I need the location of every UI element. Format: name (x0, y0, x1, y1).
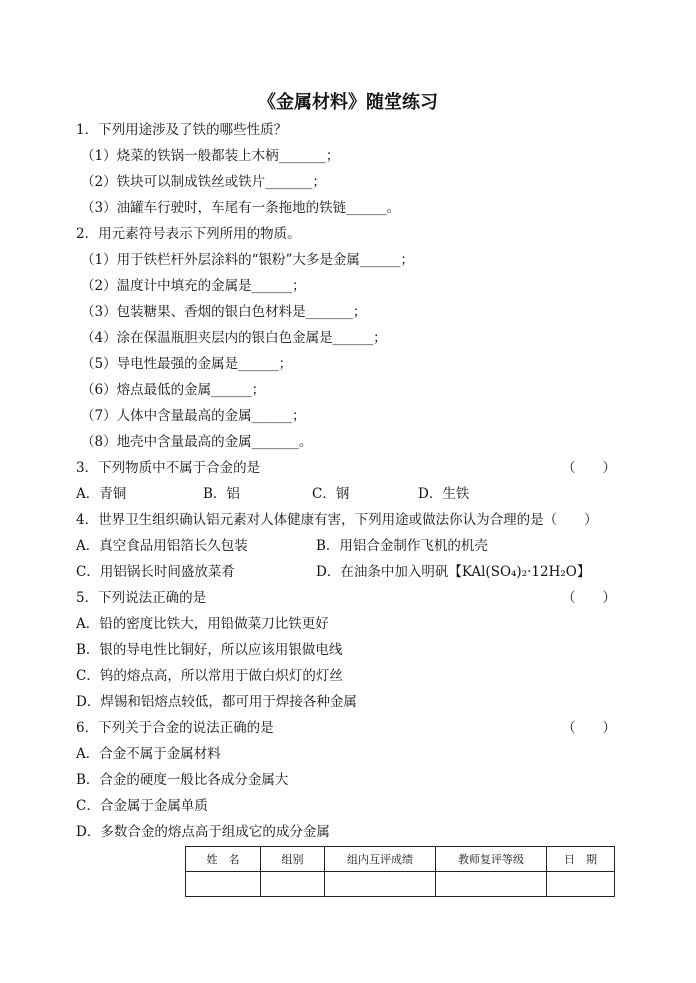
q2-item-5: （5）导电性最强的金属是______； (81, 356, 293, 372)
page-title: 《金属材料》随堂练习 (258, 92, 438, 113)
q3-option-c: C．钢 (312, 486, 350, 502)
q1-item-1: （1）烧菜的铁锅一般都装上木柄_______； (81, 148, 340, 164)
q3-stem: 3．下列物质中不属于合金的是 (76, 460, 261, 476)
q2-item-4: （4）涂在保温瓶胆夹层内的银白色金属是______； (81, 330, 387, 346)
q2-item-1: （1）用于铁栏杆外层涂料的“银粉”大多是金属______； (81, 252, 414, 268)
q4-option-d: D．在油条中加入明矾【KAl(SO₄)₂·12H₂O】 (316, 564, 591, 580)
q2-item-3: （3）包装糖果、香烟的银白色材料是_______； (81, 304, 367, 320)
q5-option-b: B．银的导电性比铜好，所以应该用银做电线 (76, 642, 343, 658)
q6-stem: 6．下列关于合金的说法正确的是 (76, 720, 274, 736)
q1-item-3: （3）油罐车行驶时，车尾有一条拖地的铁链______。 (81, 200, 401, 216)
cell-date[interactable] (547, 872, 615, 897)
cell-teacher-grade[interactable] (436, 872, 547, 897)
grading-table (185, 846, 615, 897)
q6-option-c: C．合金属于金属单质 (76, 798, 208, 814)
q2-item-7: （7）人体中含量最高的金属______； (81, 408, 306, 424)
q1-stem: 1．下列用途涉及了铁的哪些性质？ (76, 122, 288, 138)
q5-option-d: D．焊锡和铝熔点较低，都可用于焊接各种金属 (76, 694, 357, 710)
q5-option-c: C．钨的熔点高，所以常用于做白炽灯的灯丝 (76, 668, 343, 684)
q5-answer-paren: （ ） (562, 590, 616, 606)
q4-option-b: B．用铝合金制作飞机的机壳 (316, 538, 488, 554)
q6-option-b: B．合金的硬度一般比各成分金属大 (76, 772, 289, 788)
q3-option-a: A．青铜 (76, 486, 127, 502)
header-group: 组别 (261, 847, 325, 872)
q4-stem: 4．世界卫生组织确认铝元素对人体健康有害，下列用途或做法你认为合理的是（ ） (76, 512, 598, 528)
q4-option-c: C．用铝锅长时间盛放菜肴 (76, 564, 235, 580)
q4-option-a: A．真空食品用铝箔长久包装 (76, 538, 248, 554)
header-teacher-grade: 教师复评等级 (436, 847, 547, 872)
q6-option-d: D．多数合金的熔点高于组成它的成分金属 (76, 824, 330, 840)
header-peer-score: 组内互评成绩 (325, 847, 436, 872)
q2-item-6: （6）熔点最低的金属______； (81, 382, 266, 398)
cell-name[interactable] (186, 872, 261, 897)
q5-option-a: A．铅的密度比铁大，用铅做菜刀比铁更好 (76, 616, 329, 632)
q1-item-2: （2）铁块可以制成铁丝或铁片_______； (81, 174, 326, 190)
q6-option-a: A．合金不属于金属材料 (76, 746, 221, 762)
cell-group[interactable] (261, 872, 325, 897)
q3-option-d: D．生铁 (418, 486, 470, 502)
q2-item-2: （2）温度计中填充的金属是______； (81, 278, 306, 294)
grading-table-entry-row (186, 872, 615, 897)
header-date: 日 期 (547, 847, 615, 872)
q3-answer-paren: （ ） (562, 460, 616, 476)
q5-stem: 5．下列说法正确的是 (76, 590, 207, 606)
q2-item-8: （8）地壳中含量最高的金属_______。 (81, 434, 313, 450)
q6-answer-paren: （ ） (562, 720, 616, 736)
q3-option-b: B．铝 (203, 486, 240, 502)
q2-stem: 2．用元素符号表示下列所用的物质。 (76, 226, 301, 242)
cell-peer-score[interactable] (325, 872, 436, 897)
grading-table-header-row (186, 847, 615, 872)
header-name: 姓 名 (186, 847, 261, 872)
